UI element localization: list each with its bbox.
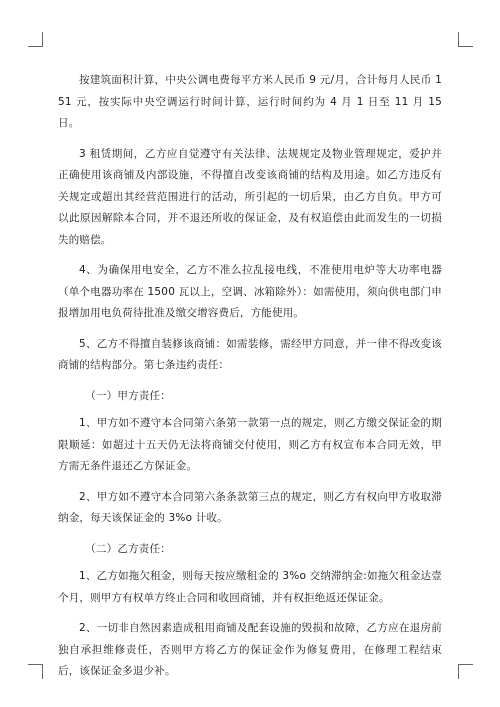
paragraph-electricity-fee: 按建筑面积计算，中央公调电费每平方米人民币 9 元/月，合计每月人民币 151 元，按实际中央空调运行时间计算，运行时间约为 4 月 1 日至 11 月 15 日。 [58,74,442,129]
crop-mark-top-left [28,32,43,47]
heading-party-b-liability: （二）乙方责任： [85,542,171,555]
paragraph-party-a-item-2: 2、甲方如不遵守本合同第六条条款第三点的规定，则乙方有权向甲方收取滞纳金，每天该保证金的 3%o 计收。 [58,490,442,524]
heading-party-a-liability: （一）甲方责任： [85,389,171,402]
crop-mark-top-right [458,32,473,47]
paragraph-party-a-item-1: 1、甲方如不遵守本合同第六条第一款第一点的规定，则乙方缴交保证金的期限顺延：如超过十五天仍无法将商铺交付使用，则乙方有权宣布本合同无效，甲方需无条件退还乙方保证金。 [58,417,442,472]
paragraph-clause-3-lease-rules: 3 租赁期间，乙方应自觉遵守有关法律、法规规定及物业管理规定，爱护并正确使用该商铺及内部设施，不得擅自改变该商铺的结构及用途。如乙方违反有关规定或超出其经营范围进行的活动，所引起的一切后果，由乙方自负。甲方可以此原因解除本合同，并不退还所收的保证金，及有权追偿由此而发生的一切损失的赔偿。 [58,147,442,246]
paragraph-party-b-item-2: 2、一切非自然因素造成租用商铺及配套设施的毁损和故障，乙方应在退房前独自承担维修责任，否则甲方将乙方的保证金作为修复费用，在修理工程结束后，该保证金多退少补。 [58,622,442,677]
document-body [58,70,442,692]
paragraph-clause-4-power-safety: 4、为确保用电安全，乙方不准么拉乱接电线，不准使用电炉等大功率电器（单个电器功率在 1500 瓦以上，空调、冰箱除外）：如需使用，须向供电部门申报增加用电负荷待批准及缴交增容费后，方能使用。 [58,264,442,319]
paragraph-clause-5-renovation: 5、乙方不得擅自装修该商铺：如需装修，需经甲方同意，并一律不得改变该商铺的结构部分。第七条违约责任： [58,337,442,371]
crop-mark-bottom-right [458,664,473,679]
crop-mark-bottom-left [28,664,43,679]
paragraph-party-b-item-1: 1、乙方如拖欠租金，则每天按应缴租金的 3%o 交纳滞纳金:如拖欠租金达壹个月，则甲方有权单方终止合同和收回商铺，并有权拒绝返还保证金。 [58,570,442,604]
